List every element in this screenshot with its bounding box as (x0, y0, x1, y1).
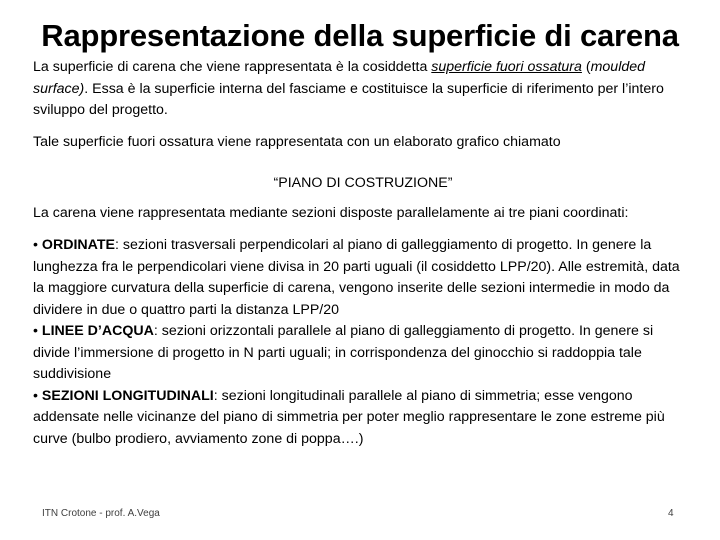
intro-text-2: ( (581, 59, 591, 75)
bullet-label: SEZIONI LONGITUDINALI (41, 387, 214, 404)
bullet-marker: • (33, 387, 42, 404)
intro-term-english: moulded surface) (33, 59, 646, 97)
section-bullet-list (33, 235, 693, 450)
bullet-marker: • (33, 237, 42, 253)
bullet-label: LINEE D’ACQUA (41, 323, 154, 339)
bullet-label: ORDINATE (41, 237, 115, 253)
intro-paragraph (33, 57, 693, 122)
bullet-text: : sezioni orizzontali parallele al piano di galleggiamento di progetto. In genere si divide l’immersione di progetto in N parti uguali; in corrispondenza del ginocchio si raddoppia tale suddivisione (33, 323, 654, 382)
bullet-text: : sezioni trasversali perpendicolari al piano di galleggiamento di progetto. In genere la lunghezza fra le perpendicolari viene divisa in 20 parti uguali (il cosiddetto LPP/20). Alle estremità, data la maggiore curvatura della superficie di carena, vengono inserite delle sezioni intermedie in modo da dividere in due o quattro parti la distanza LPP/20 (33, 237, 680, 318)
intro-term: superficie fuori ossatura (431, 59, 582, 75)
intro-text-3: . Essa è la superficie interna del fasciame e costituisce la superficie di riferimento per l’intero sviluppo del progetto. (33, 80, 664, 118)
bullet-ordinate (33, 235, 693, 321)
construction-plan-heading: “PIANO DI COSTRUZIONE” (273, 175, 453, 191)
representation-paragraph: Tale superficie fuori ossatura viene rappresentata con un elaborato grafico chiamato (33, 133, 561, 150)
bullet-linee-acqua (33, 321, 693, 386)
intro-text-1: La superficie di carena che viene rappresentata è la cosiddetta (33, 59, 432, 75)
slide-number: 4 (668, 508, 674, 519)
footer-author: ITN Crotone - prof. A.Vega (42, 508, 160, 519)
slide-title: Rappresentazione della superficie di carena (41, 18, 679, 53)
sections-paragraph: La carena viene rappresentata mediante sezioni disposte parallelamente ai tre piani coordinati: (33, 204, 629, 221)
bullet-sezioni-longitudinali (33, 386, 693, 451)
slide-body (33, 57, 693, 450)
bullet-marker: • (33, 323, 42, 339)
bullet-text: : sezioni longitudinali parallele al piano di simmetria; esse vengono addensate nelle vicinanze del piano di simmetria per poter meglio rappresentare le zone estreme più curve (bulbo prodiero, avviamento zone di poppa….) (33, 387, 665, 447)
